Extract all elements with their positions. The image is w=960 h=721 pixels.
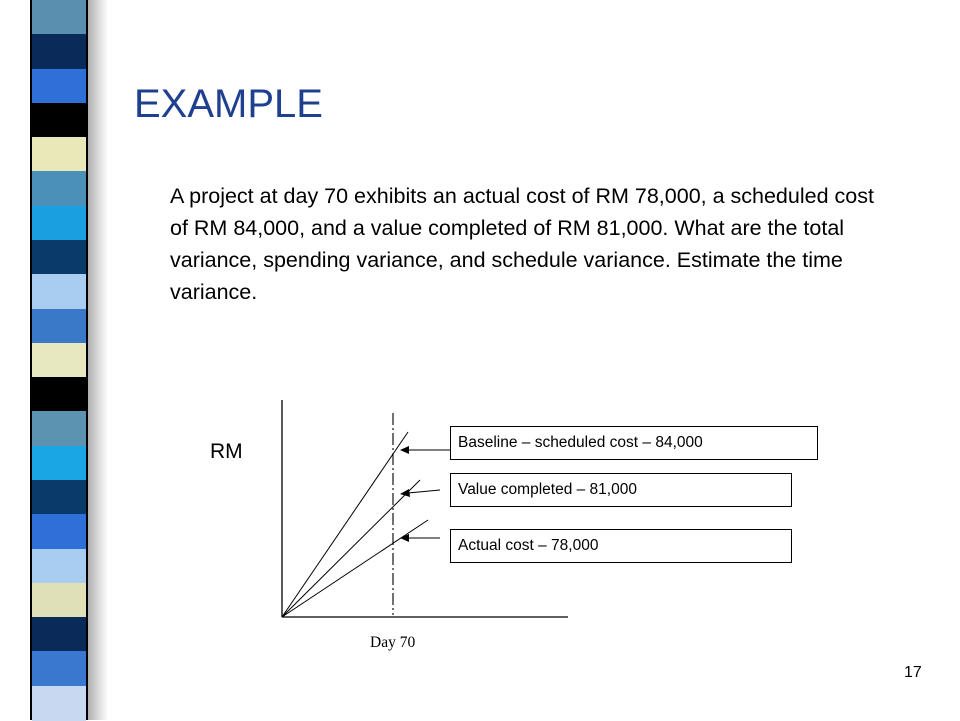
actual-cost-line: [282, 520, 428, 617]
value-completed-line: [282, 480, 420, 617]
day-70-label: Day 70: [370, 634, 416, 651]
legend-value-completed-box: Value completed – 81,000: [450, 473, 792, 507]
legend-baseline-box: Baseline – scheduled cost – 84,000: [450, 426, 818, 460]
y-axis-label: RM: [210, 440, 243, 463]
baseline-line: [282, 432, 408, 617]
problem-statement: A project at day 70 exhibits an actual cost of RM 78,000, a scheduled cost of RM 84,000, and a value completed of RM 81,000. What are the total variance, spending variance, and schedule variance. Estimate the time variance.: [170, 184, 874, 304]
legend-actual-cost-box: Actual cost – 78,000: [450, 529, 792, 563]
arrow-value: [408, 490, 440, 493]
slide-number: 17: [904, 664, 922, 681]
arrowhead-baseline: [400, 446, 409, 454]
slide-title: EXAMPLE: [134, 82, 323, 126]
arrowhead-value: [400, 489, 410, 497]
